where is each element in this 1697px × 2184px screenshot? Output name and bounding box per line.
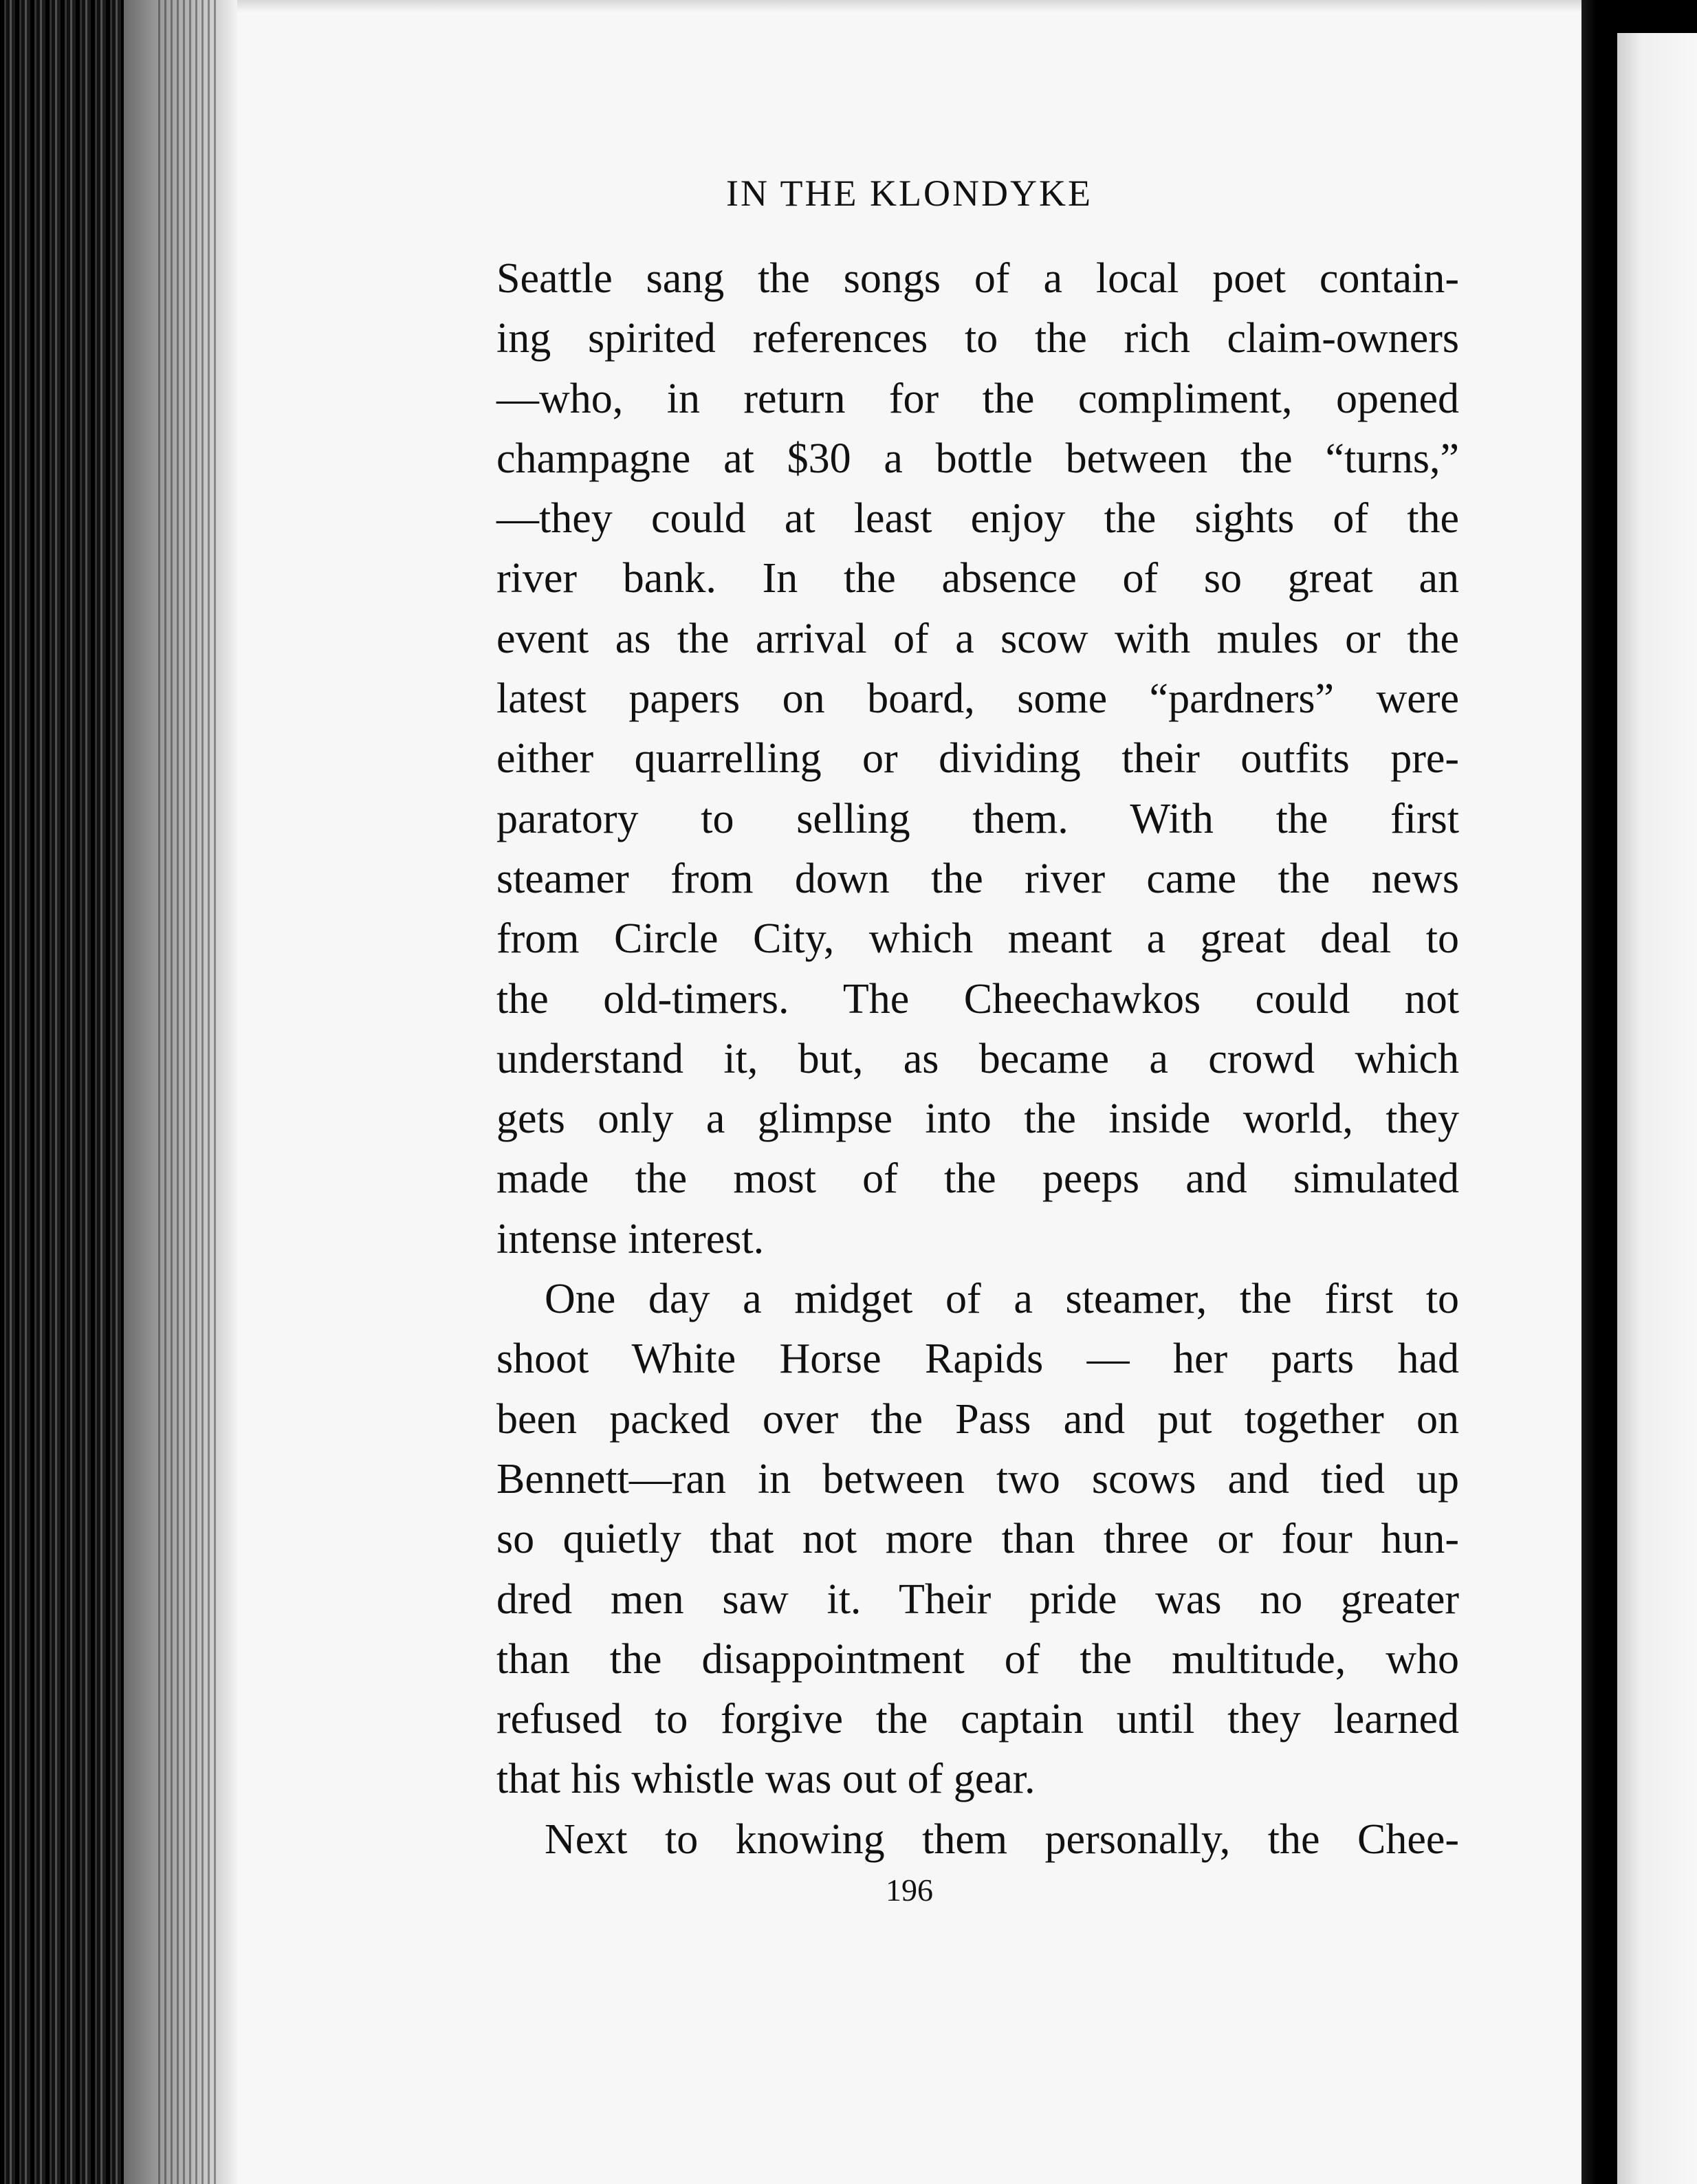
text-line: Seattle sang the songs of a local poet contain-	[496, 255, 1459, 302]
text-line: understand it, but, as became a crowd which	[496, 1035, 1459, 1082]
text-line: the old-timers. The Cheechawkos could not	[496, 975, 1459, 1023]
text-line: made the most of the peeps and simulated	[496, 1155, 1459, 1203]
text-line: dred men saw it. Their pride was no greater	[496, 1575, 1459, 1623]
text-line: champagne at $30 a bottle between the “turns,”	[496, 435, 1459, 482]
text-line: paratory to selling them. With the first	[496, 795, 1459, 842]
text-line: steamer from down the river came the news	[496, 855, 1459, 902]
text-line: that his whistle was out of gear.	[496, 1756, 1036, 1803]
facing-page-edge	[1617, 0, 1697, 2184]
text-line: ing spirited references to the rich claim-owners	[496, 315, 1459, 362]
text-line: from Circle City, which meant a great deal to	[496, 915, 1459, 963]
text-line: event as the arrival of a scow with mules or the	[496, 615, 1459, 662]
text-line: than the disappointment of the multitude, who	[496, 1635, 1459, 1683]
text-line: gets only a glimpse into the inside world, they	[496, 1095, 1459, 1143]
page-number: 196	[886, 1872, 933, 1908]
text-line: —who, in return for the compliment, opened	[496, 375, 1459, 422]
text-line: river bank. In the absence of so great an	[496, 555, 1459, 602]
text-line: latest papers on board, some “pardners” were	[496, 675, 1459, 723]
text-line: Bennett—ran in between two scows and tied up	[496, 1455, 1459, 1503]
page-edge-shading	[158, 0, 220, 2184]
text-line: either quarrelling or dividing their outfits pre-	[496, 735, 1459, 783]
text-line: shoot White Horse Rapids — her parts had	[496, 1335, 1459, 1383]
running-head: IN THE KLONDYKE	[726, 173, 1093, 214]
body-text	[496, 249, 1459, 1870]
text-line: so quietly that not more than three or four hun-	[496, 1516, 1459, 1563]
text-line: Next to knowing them personally, the Chee-	[545, 1815, 1459, 1863]
text-line: —they could at least enjoy the sights of the	[496, 495, 1459, 543]
page-top-shadow	[237, 0, 1581, 12]
book-gutter	[1581, 0, 1617, 2184]
text-line: been packed over the Pass and put together on	[496, 1395, 1459, 1443]
text-line: One day a midget of a steamer, the first to	[545, 1276, 1459, 1323]
text-line: refused to forgive the captain until they learned	[496, 1696, 1459, 1743]
text-line: intense interest.	[496, 1215, 765, 1263]
